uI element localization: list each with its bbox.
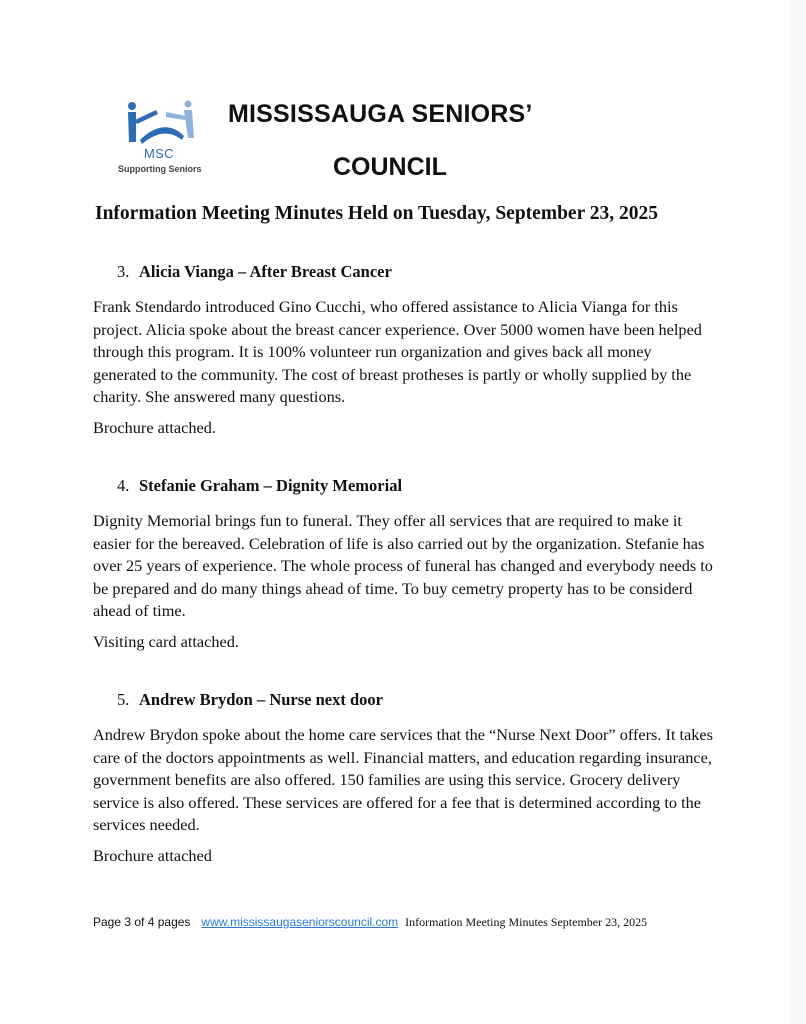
minutes-section-3	[93, 262, 713, 438]
document-title: Information Meeting Minutes Held on Tuesday, September 23, 2025	[95, 203, 658, 224]
section-attachment-note: Brochure attached	[93, 845, 212, 865]
section-title: Stefanie Graham – Dignity Memorial	[139, 476, 403, 495]
section-number: 3.	[117, 262, 130, 281]
section-attachment-note: Visiting card attached.	[93, 631, 239, 651]
msc-figures-logo-icon	[126, 98, 206, 148]
section-body: Dignity Memorial brings fun to funeral. They offer all services that are required to make it easier for the bereaved. Celebration of life is also carried out by the organization. Stefanie has over 25 years of experience. The whole process of funeral has changed and everybody needs to be prepared and do many things ahead of time. To buy cemetry property has to be considerd ahead of time.	[93, 511, 713, 620]
section-body: Andrew Brydon spoke about the home care services that the “Nurse Next Door” offers. It takes care of the doctors appointments as well. Financial matters, and education regarding insurance, government benefits are also offered. 150 families are using this service. Grocery delivery service is also offered. These services are offered for a fee that is determined according to the services needed.	[93, 725, 713, 834]
section-attachment-note: Brochure attached.	[93, 417, 216, 437]
section-body: Frank Stendardo introduced Gino Cucchi, who offered assistance to Alicia Vianga for this project. Alicia spoke about the breast cancer experience. Over 5000 women have been helped through this program. It is 100% volunteer run organization and gives back all money generated to the community. The cost of breast protheses is partly or wholly supplied by the charity. She answered many questions.	[93, 297, 702, 406]
section-number: 5.	[117, 690, 130, 709]
org-name-line-1: MISSISSAUGA SENIORS’	[228, 100, 533, 128]
section-title: Alicia Vianga – After Breast Cancer	[139, 262, 392, 281]
footer-doc-label: Information Meeting Minutes September 23, 2025	[405, 915, 648, 929]
website-link[interactable]: www.mississaugaseniorscouncil.com	[201, 915, 399, 929]
section-heading	[117, 476, 713, 496]
page-number: Page 3 of 4 pages	[93, 915, 191, 929]
page-footer	[93, 915, 647, 930]
logo-acronym: MSC	[144, 146, 174, 161]
section-heading	[117, 690, 713, 710]
org-name-line-2: COUNCIL	[333, 153, 447, 181]
section-number: 4.	[117, 476, 130, 495]
minutes-section-5	[93, 690, 713, 866]
section-heading	[117, 262, 713, 282]
minutes-section-4	[93, 476, 713, 652]
section-title: Andrew Brydon – Nurse next door	[139, 690, 383, 709]
logo-tagline: Supporting Seniors	[118, 164, 202, 174]
msc-logo	[118, 98, 218, 182]
